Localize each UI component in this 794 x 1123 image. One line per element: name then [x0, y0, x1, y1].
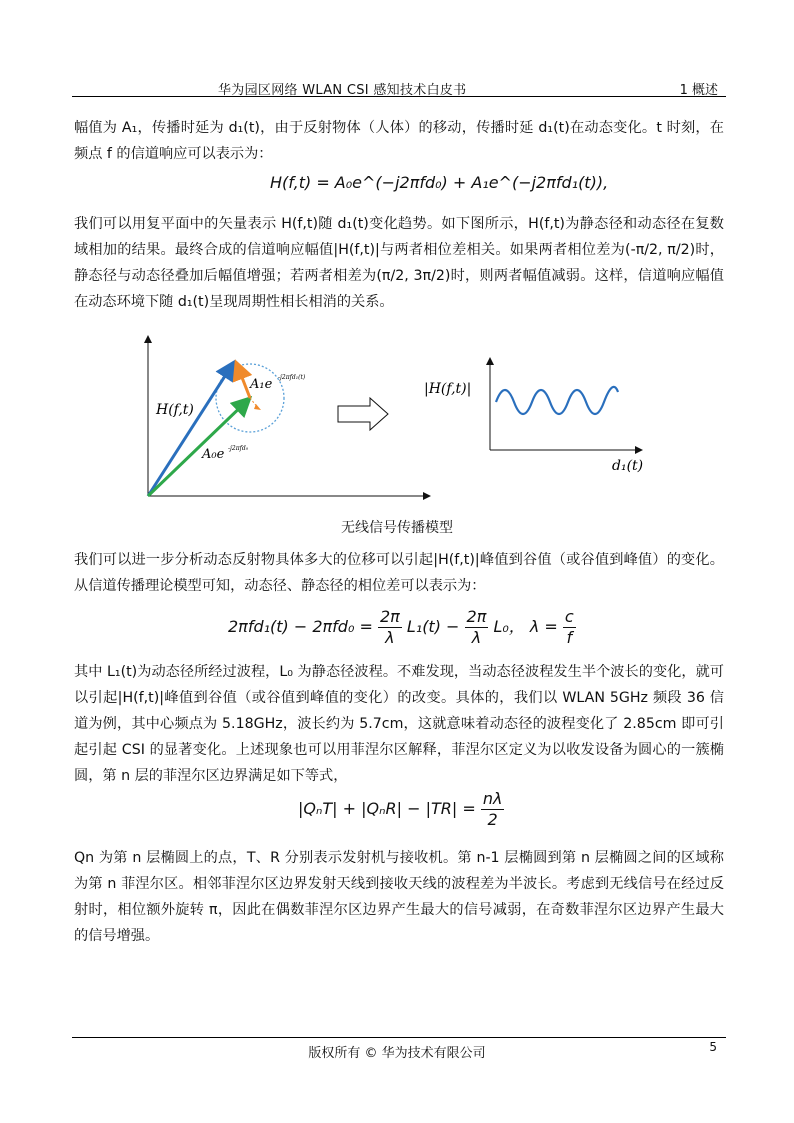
eq2-fraction-2: $\frac{2\pi}{\lambda}$: [466, 607, 487, 647]
header-section: 1 概述: [679, 83, 718, 98]
paragraph-4: 其中 L₁(t)为动态径所经过波程，L₀ 为静态径波程。不难发现，当动态径波程发生半个波长的变化，就可以引起|H(f,t)|峰值到谷值（或谷值到峰值的变化）的改变。具体的，我们以 WLAN 5GHz 频段 36 信道为例，其中心频点为 5.18GHz，波长约为 5.7cm，这就意味着动态径的波程变化了 2.85cm 即可引起引起 CSI 的显著变化。上述现象也可以用菲涅尔区解释，菲涅尔区定义为以收发设备为圆心的一簇椭圆，第 n 层的菲涅尔区边界满足如下等式，: [74, 664, 724, 784]
paragraph-3: 我们可以进一步分析动态反射物具体多大的位移可以引起|H(f,t)|峰值到谷值（或谷值到峰值）的变化。从信道传播理论模型可知，动态径、静态径的相位差可以表示为：: [74, 552, 724, 594]
footer-copyright: 版权所有 © 华为技术有限公司: [308, 1046, 486, 1061]
header-divider: [72, 96, 726, 97]
eq2-fraction-1: $\frac{2\pi}{\lambda}$: [379, 607, 400, 647]
eq2-fraction-3: $\frac{c}{f}$: [564, 607, 574, 647]
propagation-model-figure: [130, 330, 660, 510]
equation-fresnel-boundary: [298, 789, 504, 830]
eq2-mid-2: L₀， λ =: [493, 617, 558, 636]
label-abs-H: |H(f,t)|: [424, 381, 472, 397]
equation-phase-difference: [228, 607, 576, 648]
h-vector-arrow: [148, 362, 234, 496]
eq2-mid-1: L₁(t) −: [406, 617, 460, 636]
paragraph-1: 幅值为 A₁，传播时延为 d₁(t)，由于反射物体（人体）的移动，传播时延 d₁(t)在动态变化。t 时刻，在频点 f 的信道响应可以表示为：: [74, 120, 724, 162]
page-number: 5: [709, 1040, 717, 1054]
equation-channel-response: H(f,t) = A₀e^(−j2πfd₀) + A₁e^(−j2πfd₁(t)),: [270, 173, 609, 192]
figure-caption: 无线信号传播模型: [341, 520, 453, 536]
footer-divider: [72, 1037, 726, 1038]
eq3-lhs: |QₙT| + |QₙR| − |TR| =: [298, 799, 476, 818]
label-A1-exp: -j2πfd₁(t): [278, 374, 306, 381]
transform-arrow-icon: [338, 398, 388, 430]
label-A0: A₀e: [202, 447, 225, 462]
header-title: 华为园区网络 WLAN CSI 感知技术白皮书: [218, 83, 467, 98]
eq3-fraction: $\frac{n\lambda}{2}$: [482, 789, 503, 829]
amplitude-plot-axes: [490, 358, 642, 450]
paragraph-2: 我们可以用复平面中的矢量表示 H(f,t)随 d₁(t)变化趋势。如下图所示，H(f,t)为静态径和动态径在复数域相加的结果。最终合成的信道响应幅值|H(f,t)|与两者相位差相关。如果两者相位差为(-π/2, π/2)时，静态径与动态径叠加后幅值增强；若两者相差为(π/2, 3π/2)时，则两者幅值减弱。这样，信道响应幅值在动态环境下随 d₁(t)呈现周期性相长相消的关系。: [74, 216, 724, 310]
label-A1: A₁e: [250, 377, 273, 392]
dynamic-path-arrow: [236, 362, 250, 398]
label-A0-exp: -j2πfd₀: [228, 445, 249, 452]
paragraph-5: Qn 为第 n 层椭圆上的点，T、R 分别表示发射机与接收机。第 n-1 层椭圆到第 n 层椭圆之间的区域称为第 n 菲涅尔区。相邻菲涅尔区边界发射天线到接收天线的波程差为半波长。考虑到无线信号在经过反射时，相位额外旋转 π，因此在偶数菲涅尔区边界产生最大的信号减弱，在奇数菲涅尔区边界产生最大的信号增强。: [74, 850, 724, 944]
label-d1: d₁(t): [612, 458, 644, 474]
amplitude-wave: [496, 387, 618, 414]
label-H: H(f,t): [156, 402, 194, 418]
eq2-lhs: 2πfd₁(t) − 2πfd₀ =: [228, 617, 373, 636]
